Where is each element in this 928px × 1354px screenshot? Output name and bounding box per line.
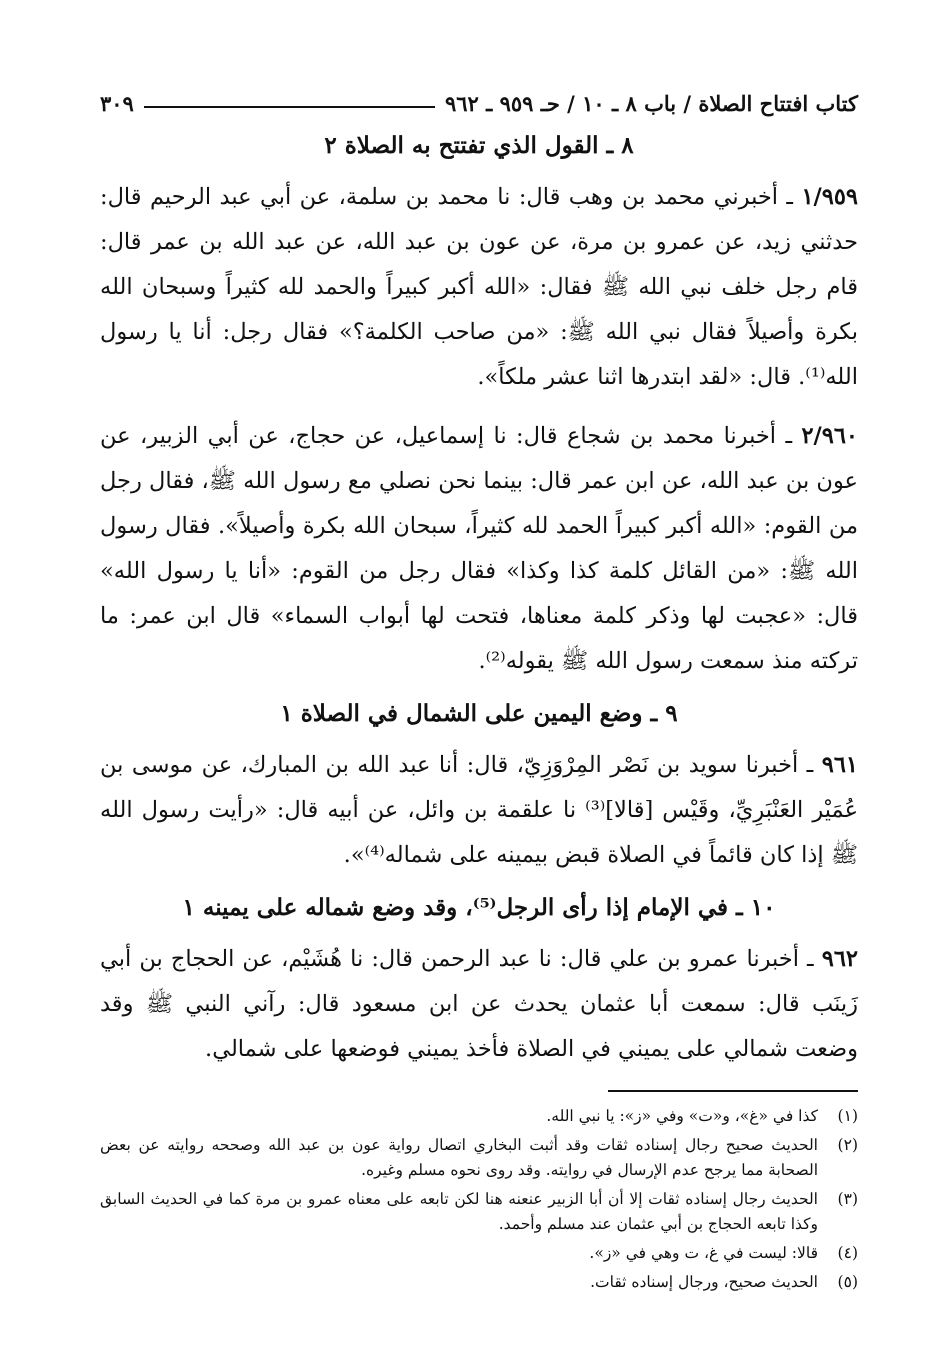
hadith-paragraph — [100, 937, 858, 1072]
section-heading: ٩ ـ وضع اليمين على الشمال في الصلاة ١ — [280, 700, 678, 727]
footnote — [100, 1241, 858, 1266]
section-heading: ١٠ ـ في الإمام إذا رأى الرجل⁽⁵⁾، وقد وضع شماله على يمينه ١ — [182, 894, 776, 921]
hadith-text: ـ أخبرنا سويد بن نَصْر المِرْوَزِيّ، قال: أنا عبد الله بن المبارك، عن موسى بن عُمَيْر العَنْبَرِيِّ، وقَيْس [قالا]⁽³⁾ نا علقمة بن وائل، عن أبيه قال: «رأيت رسول الله ﷺ إذا كان قائماً في الصلاة قبض بيمينه على شماله⁽⁴⁾». — [100, 752, 858, 868]
section-heading: ٨ ـ القول الذي تفتتح به الصلاة ٢ — [324, 132, 634, 159]
footnote — [100, 1104, 858, 1129]
footnote-text: الحديث صحيح، ورجال إسناده ثقات. — [590, 1273, 818, 1291]
footnote — [100, 1133, 858, 1183]
footnote-number: (١) — [837, 1107, 858, 1125]
footnote-number: (٥) — [837, 1273, 858, 1291]
hadith-number: ٢/٩٦٠ — [801, 423, 858, 449]
hadith-text: ـ أخبرنا عمرو بن علي قال: نا عبد الرحمن قال: نا هُشَيْم، عن الحجاج بن أبي زَينَب قال: سمعت أبا عثمان يحدث عن ابن مسعود قال: رآني النبي ﷺ وقد وضعت شمالي على يميني في الصلاة فأخذ يميني فوضعها على شمالي. — [100, 946, 858, 1062]
footnote-text: قالا: ليست في غ، ت وهي في «ز». — [589, 1244, 818, 1262]
hadith-paragraph — [100, 743, 858, 878]
hadith-number: ١/٩٥٩ — [801, 184, 858, 210]
page-number: ٣٠٩ — [100, 91, 134, 116]
hadith-paragraph — [100, 414, 858, 684]
running-header — [100, 82, 858, 116]
footnote — [100, 1187, 858, 1237]
footnote-text: كذا في «غ»، و«ت» وفي «ز»: يا نبي الله. — [546, 1107, 818, 1125]
footnote-number: (٢) — [837, 1136, 858, 1154]
hadith-paragraph — [100, 175, 858, 400]
footnote-text: الحديث رجال إسناده ثقات إلا أن أبا الزبير عنعنه هنا لكن تابعه على معناه عمرو بن مرة كما في الحديث السابق وكذا تابعه الحجاج بن أبي عثمان عند مسلم وأحمد. — [100, 1190, 818, 1233]
hadith-number: ٩٦٢ — [821, 946, 858, 972]
footnote-number: (٤) — [837, 1244, 858, 1262]
header-rule — [144, 106, 435, 108]
hadith-text: ـ أخبرنا محمد بن شجاع قال: نا إسماعيل، عن حجاج، عن أبي الزبير، عن عون بن عبد الله، عن ابن عمر قال: بينما نحن نصلي مع رسول الله ﷺ، فقال رجل من القوم: «الله أكبر كبيراً الحمد لله كثيراً، سبحان الله بكرة وأصيلاً». فقال رسول الله ﷺ: «من القائل كلمة كذا وكذا» فقال رجل من القوم: «أنا يا رسول الله» قال: «عجبت لها وذكر كلمة معناها، فتحت لها أبواب السماء» قال ابن عمر: ما تركته منذ سمعت رسول الله ﷺ يقوله⁽²⁾. — [100, 423, 858, 674]
footnote — [100, 1270, 858, 1295]
hadith-text: ـ أخبرني محمد بن وهب قال: نا محمد بن سلمة، عن أبي عبد الرحيم قال: حدثني زيد، عن عمرو بن مرة، عن عون بن عبد الله، عن عبد الله بن عمر قال: قام رجل خلف نبي الله ﷺ فقال: «الله أكبر كبيراً والحمد لله كثيراً وسبحان الله بكرة وأصيلاً فقال نبي الله ﷺ: «من صاحب الكلمة؟» فقال رجل: أنا يا رسول الله⁽¹⁾. قال: «لقد ابتدرها اثنا عشر ملكاً». — [100, 184, 858, 390]
hadith-number: ٩٦١ — [821, 752, 858, 778]
footnote-number: (٣) — [837, 1190, 858, 1208]
running-title: كتاب افتتاح الصلاة / باب ٨ ـ ١٠ / حـ ٩٥٩ ـ ٩٦٢ — [444, 91, 858, 116]
footnote-separator — [608, 1090, 858, 1092]
footnote-text: الحديث صحيح رجال إسناده ثقات وقد أثبت البخاري اتصال رواية عون بن عبد الله وصححه روايته عن بعض الصحابة مما يرجح عدم الإرسال في روايته. وقد روى نحوه مسلم وغيره. — [100, 1136, 818, 1179]
